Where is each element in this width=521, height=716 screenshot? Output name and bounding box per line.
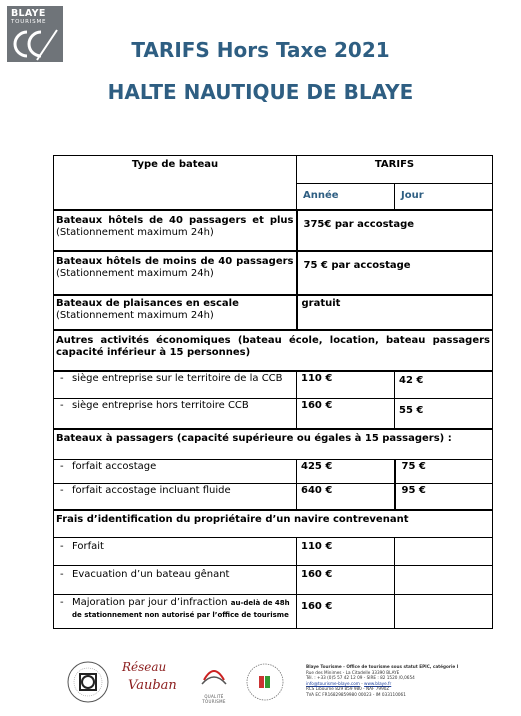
section-row [54,429,493,460]
section-row [54,510,493,538]
row-jour: 55 € [395,399,493,429]
row-label: - forfait accostage [54,460,297,484]
row-jour: 95 € [395,484,493,510]
row-annee: 110 € [297,371,395,399]
section-row [54,330,493,371]
empty-cell [395,595,493,629]
table-row [54,460,493,484]
tariff-table [53,155,493,629]
footer-email-link[interactable]: info@tourisme-blaye.com [306,680,360,686]
qualite-tourisme-icon [194,660,234,690]
table-row [54,399,493,429]
row-label: - Majoration par jour d’infraction au-delà de 48h de stationnement non autorisé par l’office de tourisme [54,595,297,629]
header-type: Type de bateau [54,156,297,210]
row-label: - forfait accostage incluant fluide [54,484,297,510]
row-label: Bateaux hôtels de 40 passagers et plus (Stationnement maximum 24h) [54,210,297,251]
section-title: Autres activités économiques (bateau école, location, bateau passagers capacité inférieur à 15 personnes) [54,330,493,371]
row-label: - Forfait [54,538,297,566]
row-annee: 160 € [297,595,395,629]
unesco-world-heritage-icon [66,660,110,704]
row-label: Bateaux hôtels de moins de 40 passagers (Stationnement maximum 24h) [54,251,297,295]
logo-line2: TOURISME [11,19,47,25]
table-row [54,210,493,251]
header-tarifs: TARIFS [297,156,493,184]
section-title: Frais d’identification du propriétaire d’un navire contrevenant [54,510,493,538]
row-label: Bateaux de plaisances en escale (Stationnement maximum 24h) [54,295,297,330]
section-title: Bateaux à passagers (capacité supérieure ou égales à 15 passagers) : [54,429,493,460]
table-row [54,484,493,510]
empty-cell [395,566,493,595]
header-jour: Jour [395,184,493,210]
reseau-vauban-logo: Réseau Vauban [122,660,177,693]
villes-et-pays-d-art-icon [244,660,286,704]
table-row [54,595,493,629]
footer-site-link[interactable]: www.blaye.fr [364,680,392,686]
header-annee: Année [297,184,395,210]
footer-address: Blaye Tourisme - Office de tourisme sous statut EPIC, catégorie I Rue des Minimes - La Citadelle 33390 BLAYE Tél. : +33 (0)5 57 42 12 09 - SIRE : 82 1520 /0,0654 info@tourisme-blaye.com - www.blaye.fr RCS Libourne 829 859 980 - NAF 7990Z TVA EC FR16829859980 00023 - IM 033110061 [306,664,459,697]
table-row [54,251,493,295]
row-label: - Evacuation d’un bateau gênant [54,566,297,595]
row-label: - siège entreprise hors territoire CCB [54,399,297,429]
row-annee: 160 € [297,566,395,595]
row-label: - siège entreprise sur le territoire de la CCB [54,371,297,399]
row-annee: 425 € [297,460,395,484]
row-annee: 110 € [297,538,395,566]
row-annee: 640 € [297,484,395,510]
row-jour: 75 € [395,460,493,484]
page-title: TARIFS Hors Taxe 2021 [131,38,390,62]
table-row [54,538,493,566]
qualite-tourisme-logo: QUALITÉ TOURISME [194,660,234,704]
empty-cell [395,538,493,566]
row-price: 75 € par accostage [297,251,493,295]
table-header-row [54,156,493,184]
page-subtitle: HALTE NAUTIQUE DE BLAYE [107,80,414,104]
table-row [54,295,493,330]
row-annee: 160 € [297,399,395,429]
table-row [54,371,493,399]
row-jour: 42 € [395,371,493,399]
table-row [54,566,493,595]
logo-line1: BLAYE [11,8,46,19]
row-price: gratuit [297,295,493,330]
row-price: 375€ par accostage [297,210,493,251]
